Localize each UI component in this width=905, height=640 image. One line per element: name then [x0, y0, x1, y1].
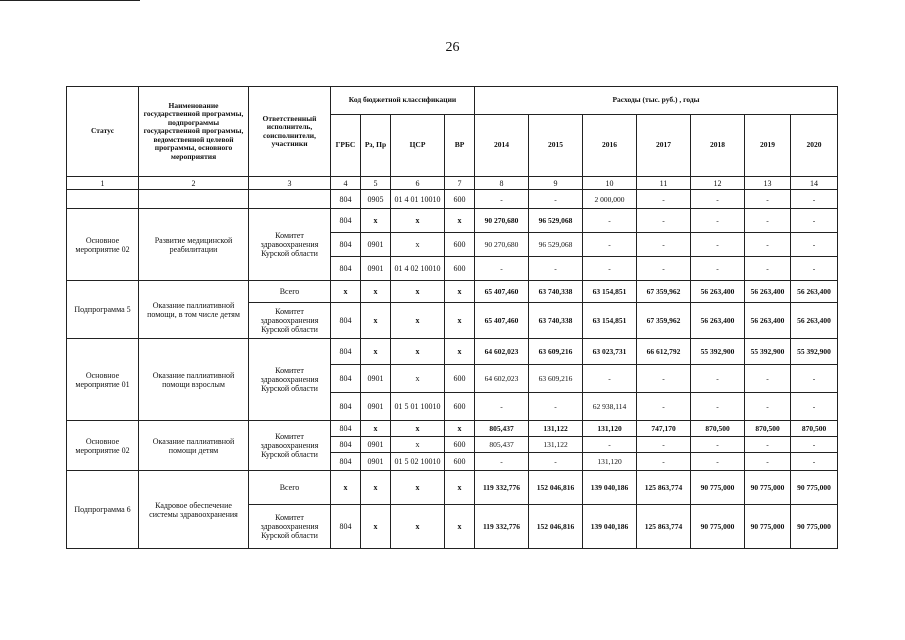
value-cell: -	[745, 190, 791, 209]
value-cell: -	[745, 365, 791, 393]
value-cell: 90 775,000	[791, 505, 838, 549]
value-cell: 90 775,000	[691, 505, 745, 549]
vr-cell: х	[445, 339, 475, 365]
value-cell: -	[475, 257, 529, 281]
value-cell: -	[791, 257, 838, 281]
value-cell: -	[475, 453, 529, 471]
value-cell: 131,120	[583, 421, 637, 437]
value-cell: 67 359,962	[637, 303, 691, 339]
column-number: 5	[361, 177, 391, 190]
value-cell: -	[583, 437, 637, 453]
value-cell: 63 154,851	[583, 303, 637, 339]
value-cell: 55 392,900	[745, 339, 791, 365]
value-cell: 90 775,000	[791, 471, 838, 505]
value-cell: -	[475, 190, 529, 209]
rzpr-cell: 0901	[361, 233, 391, 257]
value-cell: -	[637, 233, 691, 257]
vr-cell: 600	[445, 257, 475, 281]
value-cell: 747,170	[637, 421, 691, 437]
rzpr-cell: 0901	[361, 393, 391, 421]
csr-cell: х	[391, 365, 445, 393]
rzpr-cell: 0901	[361, 453, 391, 471]
value-cell: 63 023,731	[583, 339, 637, 365]
header-year: 2017	[637, 115, 691, 177]
value-cell: -	[475, 393, 529, 421]
value-cell: -	[691, 365, 745, 393]
vr-cell: 600	[445, 453, 475, 471]
column-number: 8	[475, 177, 529, 190]
responsible-cell: Всего	[249, 281, 331, 303]
value-cell: -	[529, 393, 583, 421]
value-cell: 139 040,186	[583, 471, 637, 505]
header-year: 2016	[583, 115, 637, 177]
grbs-cell: 804	[331, 303, 361, 339]
value-cell: 96 529,068	[529, 233, 583, 257]
header-year: 2015	[529, 115, 583, 177]
value-cell: -	[691, 437, 745, 453]
table-row	[67, 471, 838, 505]
header-year: 2020	[791, 115, 838, 177]
value-cell: 56 263,400	[691, 281, 745, 303]
responsible-cell: Комитет здравоохранения Курской области	[249, 209, 331, 281]
value-cell: 56 263,400	[791, 281, 838, 303]
csr-cell: 01 4 02 10010	[391, 257, 445, 281]
value-cell: -	[791, 453, 838, 471]
status-cell: Основное мероприятие 02	[67, 209, 139, 281]
value-cell: 56 263,400	[745, 303, 791, 339]
status-cell	[67, 190, 139, 209]
column-number: 13	[745, 177, 791, 190]
header-budget-code: Код бюджетной классификации	[331, 87, 475, 115]
grbs-cell: 804	[331, 209, 361, 233]
value-cell: 119 332,776	[475, 471, 529, 505]
column-number: 10	[583, 177, 637, 190]
rzpr-cell: х	[361, 209, 391, 233]
grbs-cell: 804	[331, 453, 361, 471]
table-row	[67, 421, 838, 437]
value-cell: -	[791, 437, 838, 453]
name-cell	[139, 190, 249, 209]
value-cell: -	[691, 190, 745, 209]
value-cell: 66 612,792	[637, 339, 691, 365]
value-cell: 870,500	[791, 421, 838, 437]
vr-cell: 600	[445, 190, 475, 209]
responsible-cell: Комитет здравоохранения Курской области	[249, 339, 331, 421]
vr-cell: 600	[445, 233, 475, 257]
grbs-cell: 804	[331, 393, 361, 421]
csr-cell: х	[391, 505, 445, 549]
csr-cell: х	[391, 303, 445, 339]
value-cell: 56 263,400	[691, 303, 745, 339]
rzpr-cell: х	[361, 339, 391, 365]
budget-table	[66, 86, 838, 549]
vr-cell: х	[445, 303, 475, 339]
table-row	[67, 281, 838, 303]
value-cell: -	[583, 233, 637, 257]
csr-cell: х	[391, 209, 445, 233]
vr-cell: 600	[445, 365, 475, 393]
rzpr-cell: 0905	[361, 190, 391, 209]
rzpr-cell: х	[361, 505, 391, 549]
value-cell: 152 046,816	[529, 505, 583, 549]
header-expenses: Расходы (тыс. руб.) , годы	[475, 87, 838, 115]
value-cell: 90 270,680	[475, 209, 529, 233]
value-cell: 63 740,338	[529, 303, 583, 339]
vr-cell: х	[445, 281, 475, 303]
csr-cell: х	[391, 421, 445, 437]
value-cell: 56 263,400	[791, 303, 838, 339]
vr-cell: х	[445, 421, 475, 437]
value-cell: -	[791, 209, 838, 233]
value-cell: 63 154,851	[583, 281, 637, 303]
header-row-1	[67, 87, 838, 115]
value-cell: -	[745, 209, 791, 233]
header-rzpr: Рз, Пр	[361, 115, 391, 177]
column-number: 6	[391, 177, 445, 190]
value-cell: -	[791, 190, 838, 209]
value-cell: -	[583, 209, 637, 233]
status-cell: Подпрограмма 5	[67, 281, 139, 339]
grbs-cell: х	[331, 471, 361, 505]
responsible-cell: Комитет здравоохранения Курской области	[249, 303, 331, 339]
rzpr-cell: х	[361, 471, 391, 505]
top-rule	[0, 0, 140, 1]
grbs-cell: 804	[331, 257, 361, 281]
value-cell: -	[583, 257, 637, 281]
value-cell: 55 392,900	[691, 339, 745, 365]
value-cell: -	[745, 393, 791, 421]
value-cell: -	[529, 453, 583, 471]
value-cell: -	[791, 365, 838, 393]
value-cell: -	[637, 209, 691, 233]
value-cell: 62 938,114	[583, 393, 637, 421]
responsible-cell: Комитет здравоохранения Курской области	[249, 505, 331, 549]
column-number: 1	[67, 177, 139, 190]
grbs-cell: 804	[331, 233, 361, 257]
csr-cell: 01 5 01 10010	[391, 393, 445, 421]
value-cell: -	[691, 453, 745, 471]
vr-cell: 600	[445, 437, 475, 453]
header-grbs: ГРБС	[331, 115, 361, 177]
rzpr-cell: 0901	[361, 257, 391, 281]
column-number: 3	[249, 177, 331, 190]
value-cell: 90 270,680	[475, 233, 529, 257]
value-cell: -	[691, 233, 745, 257]
value-cell: -	[637, 453, 691, 471]
header-year: 2019	[745, 115, 791, 177]
value-cell: -	[637, 257, 691, 281]
rzpr-cell: х	[361, 281, 391, 303]
value-cell: 125 863,774	[637, 505, 691, 549]
value-cell: -	[745, 437, 791, 453]
value-cell: 131,120	[583, 453, 637, 471]
value-cell: 63 740,338	[529, 281, 583, 303]
value-cell: 805,437	[475, 421, 529, 437]
column-number: 9	[529, 177, 583, 190]
grbs-cell: 804	[331, 190, 361, 209]
csr-cell: х	[391, 339, 445, 365]
table-row	[67, 339, 838, 365]
value-cell: 152 046,816	[529, 471, 583, 505]
vr-cell: 600	[445, 393, 475, 421]
value-cell: 63 609,216	[529, 365, 583, 393]
value-cell: -	[745, 257, 791, 281]
header-responsible: Ответственный исполнитель, соисполнители, участники	[249, 87, 331, 177]
grbs-cell: 804	[331, 421, 361, 437]
csr-cell: х	[391, 281, 445, 303]
status-cell: Подпрограмма 6	[67, 471, 139, 549]
value-cell: 65 407,460	[475, 281, 529, 303]
value-cell: 65 407,460	[475, 303, 529, 339]
vr-cell: х	[445, 209, 475, 233]
value-cell: 64 602,023	[475, 365, 529, 393]
value-cell: 56 263,400	[745, 281, 791, 303]
value-cell: -	[637, 437, 691, 453]
grbs-cell: 804	[331, 365, 361, 393]
grbs-cell: 804	[331, 339, 361, 365]
name-cell: Кадровое обеспечение системы здравоохранения	[139, 471, 249, 549]
value-cell: 125 863,774	[637, 471, 691, 505]
value-cell: 131,122	[529, 437, 583, 453]
vr-cell: х	[445, 505, 475, 549]
csr-cell: х	[391, 233, 445, 257]
csr-cell: х	[391, 437, 445, 453]
value-cell: 67 359,962	[637, 281, 691, 303]
header-csr: ЦСР	[391, 115, 445, 177]
csr-cell: х	[391, 471, 445, 505]
value-cell: -	[691, 209, 745, 233]
value-cell: 55 392,900	[791, 339, 838, 365]
header-status: Статус	[67, 87, 139, 177]
value-cell: -	[637, 190, 691, 209]
value-cell: 96 529,068	[529, 209, 583, 233]
csr-cell: 01 4 01 10010	[391, 190, 445, 209]
value-cell: 139 040,186	[583, 505, 637, 549]
responsible-cell	[249, 190, 331, 209]
header-year: 2018	[691, 115, 745, 177]
grbs-cell: 804	[331, 505, 361, 549]
rzpr-cell: х	[361, 303, 391, 339]
name-cell: Оказание паллиативной помощи детям	[139, 421, 249, 471]
rzpr-cell: 0901	[361, 437, 391, 453]
name-cell: Развитие медицинской реабилитации	[139, 209, 249, 281]
rzpr-cell: х	[361, 421, 391, 437]
value-cell: -	[691, 393, 745, 421]
rzpr-cell: 0901	[361, 365, 391, 393]
column-number: 12	[691, 177, 745, 190]
column-number: 7	[445, 177, 475, 190]
column-number: 2	[139, 177, 249, 190]
name-cell: Оказание паллиативной помощи, в том числе детям	[139, 281, 249, 339]
header-year: 2014	[475, 115, 529, 177]
value-cell: -	[637, 365, 691, 393]
value-cell: 90 775,000	[691, 471, 745, 505]
table-row	[67, 209, 838, 233]
column-number: 14	[791, 177, 838, 190]
value-cell: -	[529, 190, 583, 209]
value-cell: 805,437	[475, 437, 529, 453]
value-cell: 90 775,000	[745, 505, 791, 549]
column-number: 4	[331, 177, 361, 190]
status-cell: Основное мероприятие 02	[67, 421, 139, 471]
vr-cell: х	[445, 471, 475, 505]
csr-cell: 01 5 02 10010	[391, 453, 445, 471]
value-cell: 63 609,216	[529, 339, 583, 365]
value-cell: -	[529, 257, 583, 281]
value-cell: -	[691, 257, 745, 281]
value-cell: 870,500	[745, 421, 791, 437]
value-cell: 119 332,776	[475, 505, 529, 549]
value-cell: -	[583, 365, 637, 393]
value-cell: 64 602,023	[475, 339, 529, 365]
name-cell: Оказание паллиативной помощи взрослым	[139, 339, 249, 421]
value-cell: 2 000,000	[583, 190, 637, 209]
value-cell: -	[791, 393, 838, 421]
responsible-cell: Всего	[249, 471, 331, 505]
table-row	[67, 190, 838, 209]
grbs-cell: х	[331, 281, 361, 303]
column-number-row	[67, 177, 838, 190]
value-cell: 90 775,000	[745, 471, 791, 505]
header-vr: ВР	[445, 115, 475, 177]
column-number: 11	[637, 177, 691, 190]
responsible-cell: Комитет здравоохранения Курской области	[249, 421, 331, 471]
status-cell: Основное мероприятие 01	[67, 339, 139, 421]
header-name: Наименование государственной программы, подпрограммы государственной программы, ведомственной целевой программы, основного мероприятия	[139, 87, 249, 177]
value-cell: 131,122	[529, 421, 583, 437]
grbs-cell: 804	[331, 437, 361, 453]
value-cell: -	[745, 233, 791, 257]
page-number: 26	[445, 40, 460, 55]
value-cell: -	[745, 453, 791, 471]
value-cell: -	[791, 233, 838, 257]
value-cell: 870,500	[691, 421, 745, 437]
value-cell: -	[637, 393, 691, 421]
